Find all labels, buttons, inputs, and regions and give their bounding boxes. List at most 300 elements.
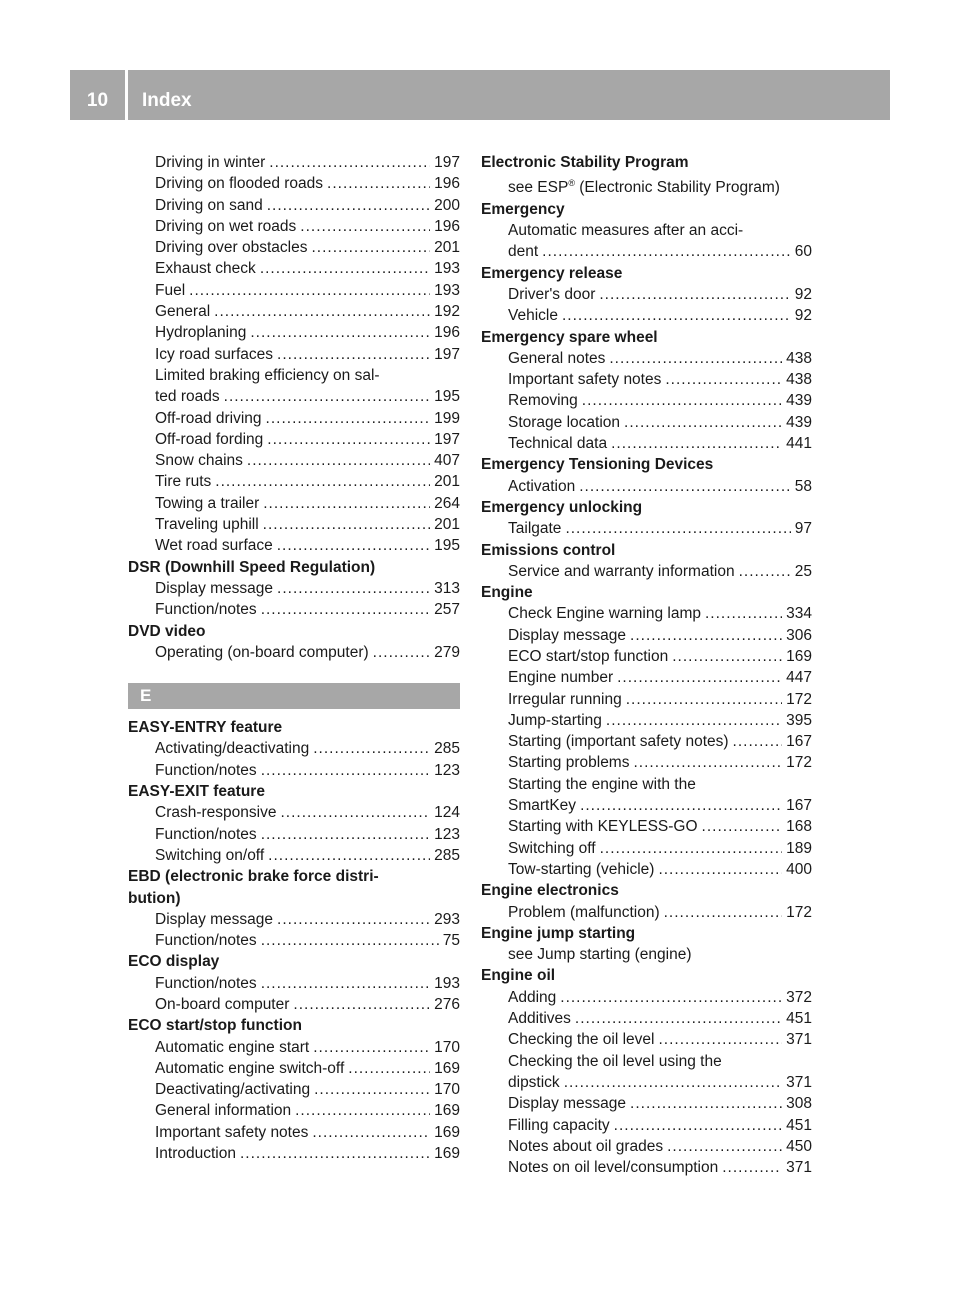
entry-page: 97 [794,520,812,538]
entry-page: 285 [434,846,460,864]
entry-page: 169 [434,1059,460,1077]
leader-dots [600,838,783,859]
entry-page: 58 [794,477,812,495]
leader-dots [261,930,439,951]
heading-spare-wheel: Emergency spare wheel [481,328,658,346]
entry-label: Automatic engine start [155,1038,310,1056]
list-engine-electronics [481,902,812,923]
entry-label: Tire ruts [155,473,212,491]
entry-page: 170 [434,1081,460,1099]
index-entry[interactable] [128,173,460,194]
entry-page: 75 [442,932,460,950]
entry-label: Driving on sand [155,196,263,214]
leader-dots [261,973,430,994]
list-spare-wheel [481,348,812,454]
index-entry[interactable] [481,710,812,731]
entry-label: Activating/deactivating [155,740,310,758]
index-entry[interactable] [128,599,460,620]
entry-label: Display message [155,910,274,928]
leader-dots [311,237,430,258]
entry-page: 92 [794,285,812,303]
leader-dots [614,1115,782,1136]
index-entry[interactable] [481,1136,812,1157]
leader-dots [295,1100,430,1121]
entry-page: 196 [434,217,460,235]
entry-page: 441 [786,435,812,453]
entry-page: 407 [434,452,460,470]
entry-page: 306 [786,626,812,644]
index-entry[interactable] [481,667,812,688]
entry-label: Icy road surfaces [155,345,274,363]
entry-label: Function/notes [155,974,257,992]
leader-dots [658,1029,782,1050]
index-entry[interactable] [481,752,812,773]
index-entry[interactable] [128,973,460,994]
heading-eco-display: ECO display [128,953,220,971]
entry-label: Fuel [155,281,186,299]
entry-label: Checking the oil level [508,1031,655,1049]
index-entry[interactable] [128,471,460,492]
entry-label: SmartKey [508,797,577,815]
leader-dots [224,386,430,407]
leader-dots [564,1072,782,1093]
leader-dots [702,816,783,837]
entry-label: ECO start/stop function [508,647,669,665]
entry-page: 450 [786,1137,812,1155]
leader-dots [261,599,430,620]
index-entry[interactable] [128,493,460,514]
heading-esp: Electronic Stability Program [481,154,689,171]
index-entry[interactable] [128,195,460,216]
index-entry[interactable] [128,994,460,1015]
entry-label: Introduction [155,1145,236,1163]
entry-label: Snow chains [155,452,243,470]
heading-engine: Engine [481,584,533,602]
index-entry[interactable] [128,1058,460,1079]
entry-label: Function/notes [155,932,257,950]
left-column [128,152,460,1164]
leader-dots [630,1093,782,1114]
index-entry[interactable] [128,930,460,951]
leader-dots [261,824,430,845]
entry-label: Notes about oil grades [508,1137,664,1155]
index-entry[interactable] [481,1072,812,1093]
leader-dots [705,603,782,624]
leader-dots [215,471,430,492]
entry-label: Display message [155,579,274,597]
index-entry[interactable] [128,1122,460,1143]
list-emissions [481,561,812,582]
leader-dots [626,689,782,710]
index-entry[interactable] [481,433,812,454]
entry-label: Driver's door [508,285,596,303]
page-header [70,70,890,120]
leader-dots [277,909,430,930]
entry-label: Activation [508,477,576,495]
entry-label: Traveling uphill [155,516,259,534]
leader-dots [624,412,782,433]
index-entry[interactable] [128,1079,460,1100]
list-emergency-release [481,284,812,327]
leader-dots [582,390,782,411]
index-entry[interactable] [128,909,460,930]
entry-label: Check Engine warning lamp [508,605,701,623]
index-entry[interactable] [128,152,460,173]
index-entry[interactable] [128,802,460,823]
entry-page: 92 [794,307,812,325]
entry-page: 201 [434,516,460,534]
leader-dots [277,344,430,365]
registered-mark: ® [568,178,575,189]
entry-page: 279 [434,643,460,661]
leader-dots [267,429,430,450]
heading-tensioning: Emergency Tensioning Devices [481,456,714,474]
index-entry[interactable] [481,518,812,539]
index-entry[interactable] [128,642,460,663]
index-entry[interactable] [481,603,812,624]
entry-page: 197 [434,430,460,448]
leader-dots [313,738,430,759]
leader-dots [672,646,782,667]
entry-page: 308 [786,1095,812,1113]
entry-page: 170 [434,1038,460,1056]
entry-page: 197 [434,345,460,363]
letter-bar-e: E [128,683,460,709]
index-entry[interactable] [128,535,460,556]
index-entry[interactable] [481,1093,812,1114]
heading-unlocking: Emergency unlocking [481,498,643,516]
entry-page: 124 [434,804,460,822]
entry-label: Switching off [508,839,596,857]
heading-ebd-line2: bution) [128,889,181,907]
leader-dots [293,994,430,1015]
leader-dots [267,195,430,216]
entry-page: 438 [786,371,812,389]
leader-dots [277,535,430,556]
entry-page: 257 [434,601,460,619]
index-entry[interactable] [481,795,812,816]
index-entry[interactable] [481,816,812,837]
entry-label: Engine number [508,669,614,687]
entry-page: 276 [434,995,460,1013]
entry-page: 400 [786,860,812,878]
see-reference[interactable]: see Jump starting (engine) [508,946,692,964]
entry-label: Operating (on-board computer) [155,643,369,661]
entry-page: 193 [434,974,460,992]
index-entry[interactable] [481,369,812,390]
index-entry[interactable] [128,408,460,429]
index-entry[interactable] [481,241,812,262]
entry-page: 169 [786,647,812,665]
index-entry[interactable] [481,390,812,411]
leader-dots [327,173,430,194]
entry-page: 192 [434,303,460,321]
entry-label: Driving over obstacles [155,239,308,257]
index-entry[interactable] [128,237,460,258]
entry-label: Display message [508,626,627,644]
entry-page: 172 [786,903,812,921]
entry-continued-label: Checking the oil level using the [508,1052,722,1070]
entry-continued-label: Automatic measures after an acci- [508,222,744,240]
leader-dots [658,859,782,880]
heading-emissions: Emissions control [481,541,616,559]
entry-page: 447 [786,669,812,687]
index-entry[interactable] [128,429,460,450]
entry-page: 451 [786,1010,812,1028]
entry-label: Crash-responsive [155,804,277,822]
entry-page: 285 [434,740,460,758]
index-entry[interactable] [481,412,812,433]
index-entry[interactable] [481,348,812,369]
leader-dots [667,1136,782,1157]
entry-page: 395 [786,711,812,729]
index-entry[interactable] [481,838,812,859]
heading-easy-exit: EASY-EXIT feature [128,783,265,801]
leader-dots [189,280,430,301]
entry-page: 123 [434,761,460,779]
heading-engine-electronics: Engine electronics [481,882,619,900]
entry-label: Notes on oil level/consumption [508,1159,719,1177]
index-entry[interactable] [481,1157,812,1178]
list-eco-display [128,973,460,1016]
leader-dots [575,1008,782,1029]
index-entry[interactable] [481,859,812,880]
entry-label: Automatic engine switch-off [155,1059,345,1077]
entry-label: Exhaust check [155,260,256,278]
page-title: Index [142,90,192,111]
entry-label: Off-road fording [155,430,264,448]
entry-page: 25 [794,562,812,580]
heading-easy-entry: EASY-ENTRY feature [128,719,283,737]
entry-page: 372 [786,988,812,1006]
index-entry[interactable] [481,987,812,1008]
leader-dots [611,433,782,454]
heading-dvd: DVD video [128,622,206,640]
leader-dots [633,752,782,773]
index-entry[interactable] [128,514,460,535]
entry-label: Driving on flooded roads [155,175,324,193]
see-suffix: (Electronic Stability Program) [574,179,780,197]
entry-page: 371 [786,1031,812,1049]
entry-label: General notes [508,349,606,367]
list-engine-oil-2 [481,1093,812,1178]
entry-label: General [155,303,211,321]
entry-page: 169 [434,1123,460,1141]
entry-page: 193 [434,281,460,299]
index-entry[interactable] [481,1029,812,1050]
entry-page: 293 [434,910,460,928]
leader-dots [240,1143,430,1164]
index-entry[interactable] [481,284,812,305]
leader-dots [277,578,430,599]
leader-dots [565,518,790,539]
entry-label: Important safety notes [508,371,662,389]
header-divider [125,70,128,120]
entry-label: Display message [508,1095,627,1113]
index-entry[interactable] [128,738,460,759]
list-tensioning [481,476,812,497]
index-entry[interactable] [481,625,812,646]
entry-page: 60 [794,243,812,261]
entry-page: 264 [434,494,460,512]
heading-emergency: Emergency [481,200,565,218]
index-entry[interactable] [128,280,460,301]
leader-dots [579,476,791,497]
entry-label: dipstick [508,1073,560,1091]
index-entry[interactable] [128,258,460,279]
leader-dots [606,710,782,731]
index-entry[interactable] [481,1008,812,1029]
entry-label: ted roads [155,388,220,406]
index-entry[interactable] [128,216,460,237]
entry-page: 193 [434,260,460,278]
entry-label: Switching on/off [155,846,265,864]
index-entry[interactable] [128,1100,460,1121]
leader-dots [665,369,782,390]
index-entry[interactable] [128,1143,460,1164]
index-entry[interactable] [128,578,460,599]
leader-dots [580,795,782,816]
entry-page: 169 [434,1145,460,1163]
leader-dots [260,258,430,279]
leader-dots [348,1058,430,1079]
index-entry[interactable] [481,476,812,497]
entry-label: Tailgate [508,520,562,538]
entry-label: Irregular running [508,690,622,708]
entry-label: Additives [508,1010,571,1028]
index-entry[interactable] [128,845,460,866]
see-prefix: see ESP [508,179,569,197]
leader-dots [261,760,430,781]
entry-label: Filling capacity [508,1116,610,1134]
list-engine-oil [481,987,812,1051]
heading-ebd-line1: EBD (electronic brake force distri- [128,868,379,886]
heading-engine-oil: Engine oil [481,967,556,985]
index-entry[interactable] [128,450,460,471]
entry-page: 167 [786,733,812,751]
entry-label: dent [508,243,539,261]
entry-continued-label: Limited braking efficiency on sal- [155,366,380,384]
entry-label: Function/notes [155,761,257,779]
entry-page: 195 [434,537,460,555]
index-entry[interactable] [481,1115,812,1136]
index-entry[interactable] [481,689,812,710]
right-column [481,152,812,1178]
entry-label: On-board computer [155,995,290,1013]
entry-label: Jump-starting [508,711,602,729]
list-ebd [128,909,460,952]
leader-dots [300,216,430,237]
entry-page: 195 [434,388,460,406]
index-entry[interactable] [481,731,812,752]
entry-label: Starting problems [508,754,630,772]
index-entry[interactable] [128,344,460,365]
leader-dots [630,625,782,646]
entry-label: Towing a trailer [155,494,260,512]
list-top-2 [128,408,460,557]
index-entry[interactable] [481,902,812,923]
index-entry[interactable] [481,561,812,582]
leader-dots [373,642,430,663]
entry-label: Driving in winter [155,154,266,171]
list-engine-2 [481,816,812,880]
index-entry[interactable] [128,301,460,322]
entry-label: Tow-starting (vehicle) [508,860,655,878]
leader-dots [313,1037,430,1058]
see-reference[interactable] [481,173,812,198]
list-top [128,152,460,365]
list-dsr [128,578,460,621]
entry-label: Function/notes [155,601,257,619]
list-engine [481,603,812,773]
index-entry[interactable] [481,305,812,326]
entry-page: 371 [786,1073,812,1091]
list-easy-entry [128,738,460,781]
leader-dots [733,731,783,752]
entry-label: Storage location [508,413,621,431]
entry-page: 201 [434,473,460,491]
entry-page: 451 [786,1116,812,1134]
leader-dots [247,450,430,471]
list-eco-start [128,1037,460,1165]
list-easy-exit [128,802,460,866]
page-number: 10 [86,90,109,111]
leader-dots [664,902,783,923]
leader-dots [560,987,782,1008]
entry-label: Problem (malfunction) [508,903,660,921]
entry-page: 172 [786,754,812,772]
entry-continued-label: Starting the engine with the [508,775,696,793]
entry-label: Function/notes [155,825,257,843]
entry-page: 438 [786,349,812,367]
index-entry[interactable] [128,824,460,845]
heading-dsr: DSR (Downhill Speed Regulation) [128,558,376,576]
entry-page: 167 [786,797,812,815]
entry-page: 439 [786,413,812,431]
leader-dots [269,152,430,173]
entry-label: Deactivating/activating [155,1081,311,1099]
index-entry[interactable] [128,322,460,343]
entry-label: Driving on wet roads [155,217,297,235]
entry-page: 313 [434,579,460,597]
entry-label: Starting (important safety notes) [508,733,729,751]
leader-dots [263,493,430,514]
heading-eco-start: ECO start/stop function [128,1017,302,1035]
entry-page: 196 [434,175,460,193]
leader-dots [599,284,790,305]
entry-page: 197 [434,154,460,171]
entry-label: Technical data [508,435,608,453]
leader-dots [609,348,782,369]
list-unlocking [481,518,812,539]
entry-label: Wet road surface [155,537,273,555]
entry-page: 189 [786,839,812,857]
heading-jump-starting: Engine jump starting [481,924,636,942]
entry-label: Adding [508,988,557,1006]
index-entry[interactable] [481,646,812,667]
entry-page: 201 [434,239,460,257]
entry-page: 169 [434,1102,460,1120]
entry-page: 172 [786,690,812,708]
entry-page: 199 [434,409,460,427]
index-entry[interactable] [128,386,460,407]
leader-dots [542,241,791,262]
index-entry[interactable] [128,760,460,781]
entry-label: General information [155,1102,292,1120]
leader-dots [214,301,430,322]
index-entry[interactable] [128,1037,460,1058]
entry-label: Off-road driving [155,409,262,427]
